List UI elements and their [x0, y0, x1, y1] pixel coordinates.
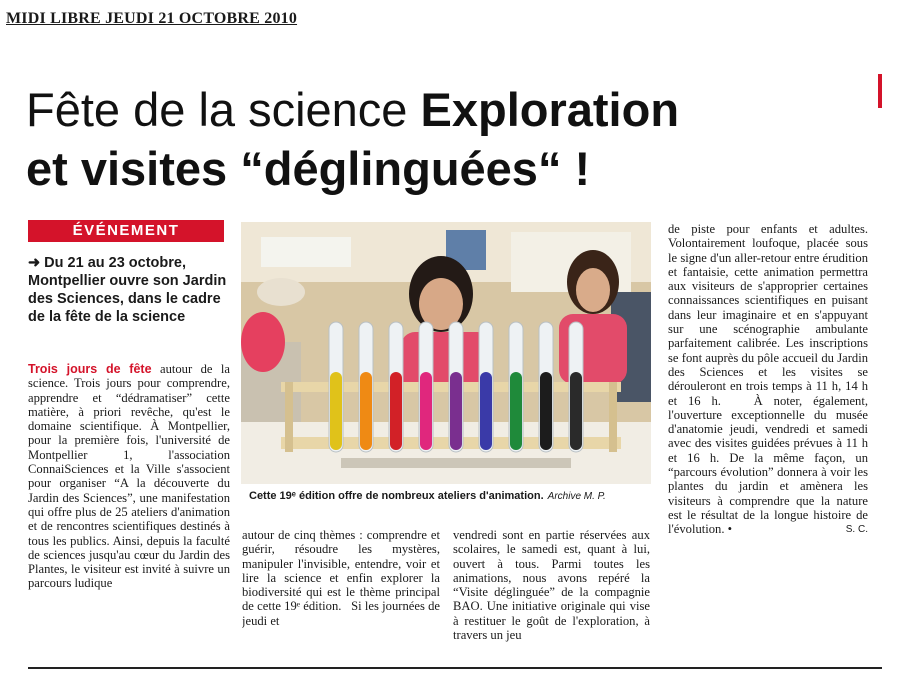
- article-column-1: [28, 362, 230, 666]
- caption-text: Cette 19ᵉ édition offre de nombreux ateliers d'animation.: [249, 490, 544, 502]
- footer-rule: [28, 667, 882, 669]
- test-tubes: [329, 322, 583, 452]
- headline-kicker: Fête de la science: [26, 83, 421, 136]
- photo-credit: Archive M. P.: [547, 491, 606, 502]
- masthead: MIDI LIBRE JEUDI 21 OCTOBRE 2010: [6, 10, 298, 27]
- article-kicker: Trois jours de fête: [28, 362, 152, 376]
- test-tube-liquid: [510, 372, 522, 450]
- headline-title-line2: et visites “déglinguées“ !: [26, 142, 591, 195]
- article-column-4: [668, 222, 868, 666]
- headline-title: Exploration: [420, 83, 680, 136]
- author-signature: S. C.: [845, 523, 868, 535]
- test-tube-liquid: [420, 372, 432, 450]
- article-col1-text: autour de la science. Trois jours pour comprendre, apprendre et “dédramatiser” cette matière, à priori revêche, qu'est le domaine scientifique. À Montpellier, pour la première fois, l'université de Montpellier 1, l'association ConnaiSciences et la Ville s'associent pour organiser “A la découverte du Jardin des Sciences”, une manifestation qui offre plus de 25 ateliers d'animation et de rencontres scientifiques destinés à tous les publics. Ainsi, depuis la faculté de sciences jusqu'au cœur du Jardin des Plantes, le visiteur est invité à suivre un parcours ludique: [28, 362, 230, 591]
- lead-paragraph: ➜ Du 21 au 23 octobre, Montpellier ouvre son Jardin des Sciences, dans le cadre de la fête de la science: [28, 255, 227, 325]
- test-tube-liquid: [540, 372, 552, 450]
- article-col4-text: de piste pour enfants et adultes. Volontairement loufoque, placée sous le signe d'un aller-retour entre érudition et fantaisie, cette animation permettra aux visiteurs de s'approprier certaines connaissances scientifiques en puisant dans leur imaginaire et en s'appuyant sur une scénographie ambulante parfaitement calibrée. Les inscriptions se font auprès du pôle accueil du Jardin des Sciences et les visites se dérouleront en trois temps à 11 h, 14 h et 16 h. À noter, également, l'ouverture exceptionnelle du musée d'anatomie jeudi, vendredi et samedi avec des visites guidées prévues à 11 h et 16 h. De la même façon, un “parcours évolution” donnera à voir les plantes du jardin et amènera les visiteurs à comprendre que la nature est le résultat de la longue histoire de l'évolution. •: [668, 222, 868, 537]
- test-tube-liquid: [570, 372, 582, 450]
- article-column-3: vendredi sont en partie réservées aux scolaires, le samedi est, quant à lui, ouvert à tous. Parmi toutes les animations, nous avons repéré la “Visite déglinguée” de la compagnie BAO. Une initiative originale qui vise à restituer le goût de l'exploration, à travers un jeu: [453, 528, 650, 643]
- photo-illustration: [241, 222, 651, 484]
- test-tube-liquid: [390, 372, 402, 450]
- article-photo: [241, 222, 651, 484]
- test-tube-liquid: [360, 372, 372, 450]
- test-tube-liquid: [480, 372, 492, 450]
- section-rubric: ÉVÉNEMENT: [28, 220, 224, 242]
- test-tube-liquid: [330, 372, 342, 450]
- test-tube-liquid: [450, 372, 462, 450]
- red-margin-rule: [878, 74, 882, 108]
- headline: [26, 80, 876, 198]
- photo-caption: [241, 486, 651, 506]
- article-column-2: autour de cinq thèmes : comprendre et guérir, résoudre les mystères, manipuler l'invisible, entendre, voir et lire la science et enfin explorer la biodiversité qui est le thème principal de cette 19ᵉ édition. Si les journées de jeudi et: [242, 528, 440, 628]
